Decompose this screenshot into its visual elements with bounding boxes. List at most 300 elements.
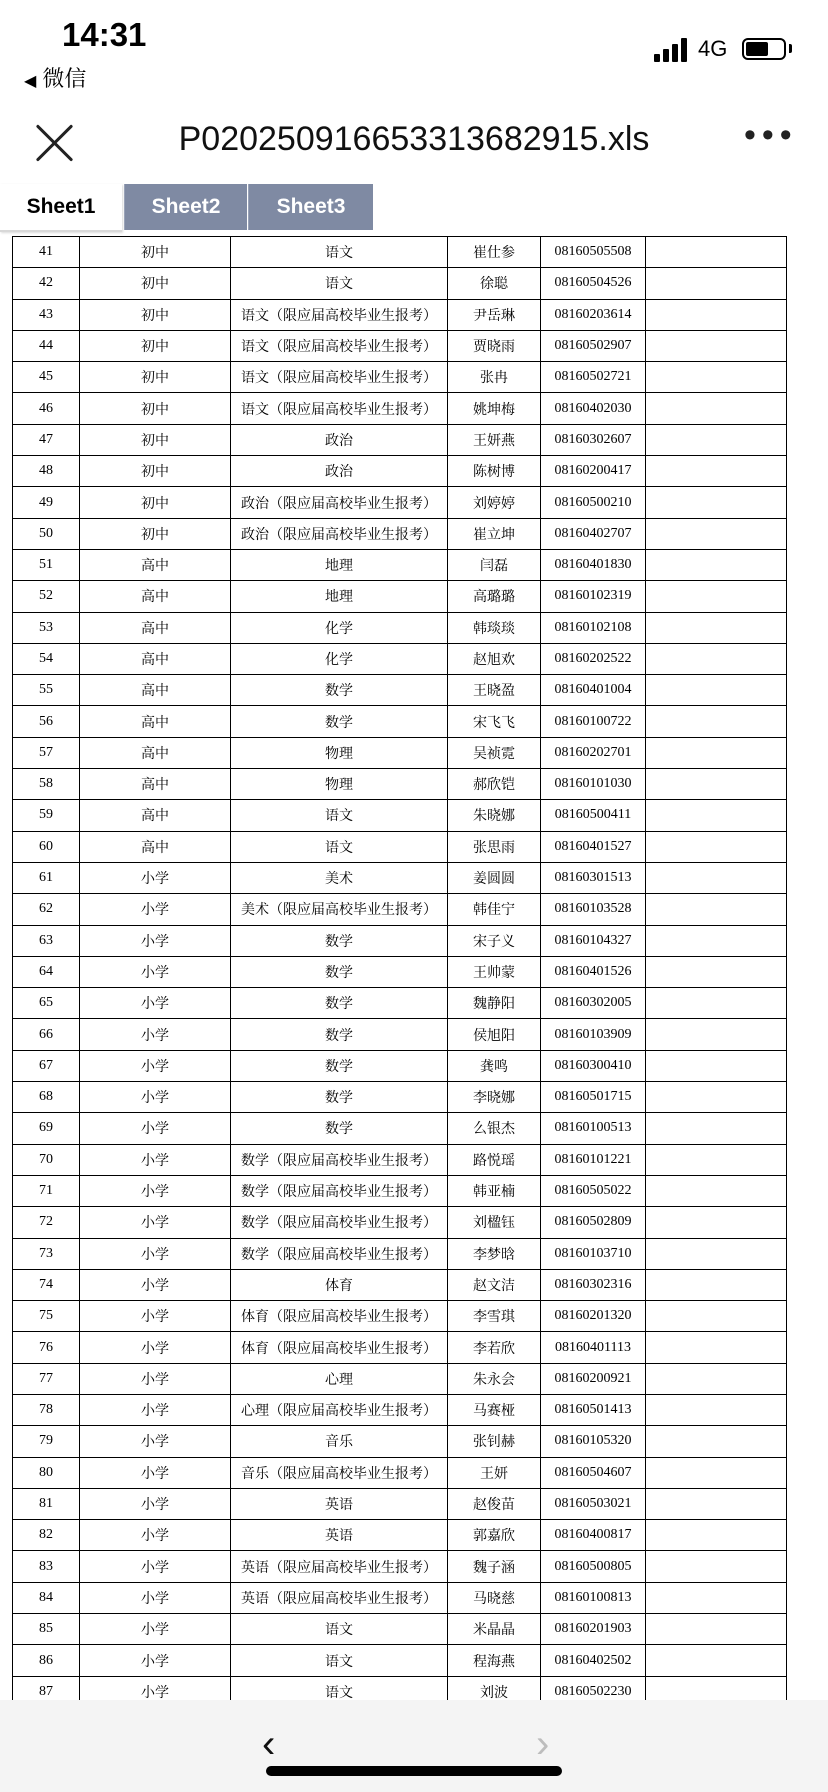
table-cell[interactable]: 08160502809 xyxy=(541,1207,646,1238)
table-cell[interactable]: 数学（限应届高校毕业生报考） xyxy=(231,1175,448,1206)
table-cell[interactable]: 张冉 xyxy=(448,362,541,393)
table-cell[interactable]: 赵旭欢 xyxy=(448,643,541,674)
table-cell[interactable]: 51 xyxy=(13,549,80,580)
table-cell[interactable]: 小学 xyxy=(80,1332,231,1363)
table-cell[interactable]: 08160302005 xyxy=(541,988,646,1019)
table-cell[interactable]: 李梦晗 xyxy=(448,1238,541,1269)
table-cell[interactable]: 76 xyxy=(13,1332,80,1363)
table-cell[interactable]: 路悦瑶 xyxy=(448,1144,541,1175)
table-cell[interactable]: 41 xyxy=(13,237,80,268)
table-cell[interactable]: 08160103710 xyxy=(541,1238,646,1269)
table-cell[interactable]: 陈树博 xyxy=(448,456,541,487)
table-cell[interactable]: 徐聪 xyxy=(448,268,541,299)
table-cell[interactable]: 小学 xyxy=(80,1207,231,1238)
table-cell[interactable]: 08160400817 xyxy=(541,1520,646,1551)
table-cell[interactable]: 化学 xyxy=(231,612,448,643)
table-cell[interactable]: 张思雨 xyxy=(448,831,541,862)
table-cell[interactable]: 政治 xyxy=(231,456,448,487)
table-cell[interactable]: 美术（限应届高校毕业生报考） xyxy=(231,894,448,925)
table-cell[interactable]: 57 xyxy=(13,737,80,768)
table-cell[interactable]: 韩琰琰 xyxy=(448,612,541,643)
table-cell[interactable]: 08160200921 xyxy=(541,1363,646,1394)
table-cell[interactable]: 高中 xyxy=(80,831,231,862)
table-cell[interactable]: 朱晓娜 xyxy=(448,800,541,831)
table-cell[interactable]: 08160302316 xyxy=(541,1269,646,1300)
table-cell[interactable]: 08160201320 xyxy=(541,1301,646,1332)
table-cell[interactable] xyxy=(646,675,787,706)
table-cell[interactable] xyxy=(646,549,787,580)
table-cell[interactable]: 小学 xyxy=(80,1457,231,1488)
table-cell[interactable] xyxy=(646,1019,787,1050)
table-cell[interactable]: 程海燕 xyxy=(448,1645,541,1676)
table-cell[interactable]: 46 xyxy=(13,393,80,424)
table-cell[interactable] xyxy=(646,1113,787,1144)
table-cell[interactable]: 刘楹钰 xyxy=(448,1207,541,1238)
table-cell[interactable]: 数学（限应届高校毕业生报考） xyxy=(231,1144,448,1175)
table-cell[interactable]: 初中 xyxy=(80,393,231,424)
table-cell[interactable]: 48 xyxy=(13,456,80,487)
table-cell[interactable]: 08160401004 xyxy=(541,675,646,706)
table-cell[interactable]: 初中 xyxy=(80,237,231,268)
table-cell[interactable]: 语文 xyxy=(231,1645,448,1676)
table-cell[interactable]: 08160101221 xyxy=(541,1144,646,1175)
table-cell[interactable]: 魏子涵 xyxy=(448,1551,541,1582)
table-cell[interactable]: 语文 xyxy=(231,831,448,862)
table-cell[interactable]: 初中 xyxy=(80,424,231,455)
table-cell[interactable]: 王晓盈 xyxy=(448,675,541,706)
table-cell[interactable]: 08160503021 xyxy=(541,1488,646,1519)
table-cell[interactable]: 语文（限应届高校毕业生报考） xyxy=(231,299,448,330)
table-cell[interactable]: 初中 xyxy=(80,330,231,361)
table-cell[interactable] xyxy=(646,1457,787,1488)
table-row xyxy=(13,988,787,1019)
table-cell[interactable] xyxy=(646,925,787,956)
table-cell[interactable]: 物理 xyxy=(231,769,448,800)
table-row xyxy=(13,1520,787,1551)
table-cell[interactable]: 67 xyxy=(13,1050,80,1081)
table-row xyxy=(13,1113,787,1144)
table-cell[interactable]: 英语（限应届高校毕业生报考） xyxy=(231,1551,448,1582)
table-cell[interactable]: 崔立坤 xyxy=(448,518,541,549)
table-cell[interactable] xyxy=(646,581,787,612)
table-cell[interactable]: 姜圆圆 xyxy=(448,862,541,893)
table-cell[interactable]: 侯旭阳 xyxy=(448,1019,541,1050)
table-cell[interactable] xyxy=(646,1269,787,1300)
table-cell[interactable]: 08160202701 xyxy=(541,737,646,768)
table-cell[interactable]: 43 xyxy=(13,299,80,330)
table-cell[interactable]: 小学 xyxy=(80,1144,231,1175)
table-cell[interactable]: 08160102108 xyxy=(541,612,646,643)
table-cell[interactable]: 08160201903 xyxy=(541,1614,646,1645)
table-cell[interactable]: 小学 xyxy=(80,1520,231,1551)
table-cell[interactable]: 08160502721 xyxy=(541,362,646,393)
table-cell[interactable]: 08160302607 xyxy=(541,424,646,455)
table-cell[interactable]: 小学 xyxy=(80,1582,231,1613)
table-cell[interactable] xyxy=(646,1082,787,1113)
table-cell[interactable]: 初中 xyxy=(80,518,231,549)
network-type: 4G xyxy=(698,36,728,61)
table-cell[interactable]: 44 xyxy=(13,330,80,361)
table-cell[interactable]: 55 xyxy=(13,675,80,706)
table-cell[interactable] xyxy=(646,1394,787,1425)
table-cell[interactable]: 08160402502 xyxy=(541,1645,646,1676)
table-cell[interactable]: 么银杰 xyxy=(448,1113,541,1144)
table-cell[interactable]: 79 xyxy=(13,1426,80,1457)
table-cell[interactable]: 08160500210 xyxy=(541,487,646,518)
table-cell[interactable]: 小学 xyxy=(80,1238,231,1269)
table-cell[interactable]: 初中 xyxy=(80,268,231,299)
table-cell[interactable]: 08160103909 xyxy=(541,1019,646,1050)
table-cell[interactable]: 高中 xyxy=(80,549,231,580)
table-cell[interactable]: 08160401527 xyxy=(541,831,646,862)
table-cell[interactable]: 语文 xyxy=(231,1676,448,1700)
table-cell[interactable]: 音乐 xyxy=(231,1426,448,1457)
table-cell[interactable]: 龚鸣 xyxy=(448,1050,541,1081)
table-cell[interactable]: 小学 xyxy=(80,894,231,925)
table-cell[interactable] xyxy=(646,456,787,487)
table-cell[interactable]: 初中 xyxy=(80,456,231,487)
table-cell[interactable]: 59 xyxy=(13,800,80,831)
table-cell[interactable] xyxy=(646,330,787,361)
table-cell[interactable]: 语文 xyxy=(231,268,448,299)
table-cell[interactable]: 08160200417 xyxy=(541,456,646,487)
table-cell[interactable] xyxy=(646,1144,787,1175)
table-cell[interactable] xyxy=(646,1238,787,1269)
table-cell[interactable]: 小学 xyxy=(80,1363,231,1394)
table-cell[interactable]: 语文（限应届高校毕业生报考） xyxy=(231,362,448,393)
table-cell[interactable]: 08160402707 xyxy=(541,518,646,549)
table-cell[interactable]: 李雪琪 xyxy=(448,1301,541,1332)
table-cell[interactable] xyxy=(646,612,787,643)
table-cell[interactable]: 刘波 xyxy=(448,1676,541,1700)
table-cell[interactable]: 08160500411 xyxy=(541,800,646,831)
table-cell[interactable]: 王帅蒙 xyxy=(448,956,541,987)
table-cell[interactable]: 80 xyxy=(13,1457,80,1488)
table-cell[interactable] xyxy=(646,1363,787,1394)
table-cell[interactable]: 闫磊 xyxy=(448,549,541,580)
table-cell[interactable]: 08160401830 xyxy=(541,549,646,580)
table-cell[interactable]: 45 xyxy=(13,362,80,393)
table-cell[interactable]: 体育（限应届高校毕业生报考） xyxy=(231,1301,448,1332)
table-cell[interactable]: 小学 xyxy=(80,1426,231,1457)
table-cell[interactable]: 小学 xyxy=(80,862,231,893)
table-cell[interactable]: 87 xyxy=(13,1676,80,1700)
table-cell[interactable]: 宋子义 xyxy=(448,925,541,956)
table-cell[interactable]: 50 xyxy=(13,518,80,549)
table-cell[interactable] xyxy=(646,1582,787,1613)
table-cell[interactable]: 08160105320 xyxy=(541,1426,646,1457)
table-cell[interactable]: 刘婷婷 xyxy=(448,487,541,518)
table-cell[interactable]: 83 xyxy=(13,1551,80,1582)
tab-sheet2[interactable]: Sheet2 xyxy=(124,184,247,230)
table-cell[interactable]: 71 xyxy=(13,1175,80,1206)
table-cell[interactable]: 韩佳宁 xyxy=(448,894,541,925)
table-cell[interactable]: 小学 xyxy=(80,1488,231,1519)
table-cell[interactable]: 郭嘉欣 xyxy=(448,1520,541,1551)
table-cell[interactable]: 小学 xyxy=(80,1269,231,1300)
table-cell[interactable]: 66 xyxy=(13,1019,80,1050)
table-cell[interactable]: 崔仕参 xyxy=(448,237,541,268)
table-cell[interactable]: 84 xyxy=(13,1582,80,1613)
table-cell[interactable]: 72 xyxy=(13,1207,80,1238)
table-cell[interactable]: 高璐璐 xyxy=(448,581,541,612)
table-cell[interactable]: 08160100722 xyxy=(541,706,646,737)
table-cell[interactable] xyxy=(646,1551,787,1582)
table-cell[interactable]: 小学 xyxy=(80,1676,231,1700)
table-cell[interactable]: 初中 xyxy=(80,362,231,393)
table-cell[interactable]: 08160402030 xyxy=(541,393,646,424)
table-cell[interactable] xyxy=(646,706,787,737)
table-cell[interactable]: 08160300410 xyxy=(541,1050,646,1081)
table-cell[interactable]: 08160301513 xyxy=(541,862,646,893)
table-cell[interactable]: 08160501715 xyxy=(541,1082,646,1113)
table-cell[interactable] xyxy=(646,1207,787,1238)
table-cell[interactable]: 语文 xyxy=(231,237,448,268)
table-cell[interactable]: 81 xyxy=(13,1488,80,1519)
table-cell[interactable] xyxy=(646,956,787,987)
table-cell[interactable]: 英语（限应届高校毕业生报考） xyxy=(231,1582,448,1613)
battery-icon xyxy=(742,38,786,60)
table-cell[interactable] xyxy=(646,268,787,299)
table-cell[interactable]: 68 xyxy=(13,1082,80,1113)
table-cell[interactable] xyxy=(646,393,787,424)
table-cell[interactable] xyxy=(646,1614,787,1645)
table-cell[interactable]: 地理 xyxy=(231,581,448,612)
table-cell[interactable]: 08160202522 xyxy=(541,643,646,674)
table-cell[interactable]: 56 xyxy=(13,706,80,737)
table-cell[interactable]: 高中 xyxy=(80,643,231,674)
table-cell[interactable]: 08160505508 xyxy=(541,237,646,268)
table-cell[interactable]: 韩亚楠 xyxy=(448,1175,541,1206)
table-cell[interactable]: 尹岳琳 xyxy=(448,299,541,330)
table-cell[interactable]: 英语 xyxy=(231,1520,448,1551)
table-cell[interactable]: 小学 xyxy=(80,1175,231,1206)
table-cell[interactable]: 86 xyxy=(13,1645,80,1676)
table-cell[interactable]: 61 xyxy=(13,862,80,893)
table-cell[interactable]: 体育（限应届高校毕业生报考） xyxy=(231,1332,448,1363)
table-cell[interactable]: 数学（限应届高校毕业生报考） xyxy=(231,1207,448,1238)
table-cell[interactable]: 小学 xyxy=(80,1301,231,1332)
table-cell[interactable]: 小学 xyxy=(80,1082,231,1113)
home-indicator[interactable] xyxy=(266,1766,562,1776)
table-cell[interactable]: 69 xyxy=(13,1113,80,1144)
more-options-icon[interactable]: ••• xyxy=(744,116,798,154)
table-row xyxy=(13,299,787,330)
table-cell[interactable]: 高中 xyxy=(80,769,231,800)
close-icon[interactable] xyxy=(32,120,78,166)
table-cell[interactable]: 米晶晶 xyxy=(448,1614,541,1645)
table-cell[interactable] xyxy=(646,1520,787,1551)
table-cell[interactable]: 物理 xyxy=(231,737,448,768)
table-cell[interactable]: 化学 xyxy=(231,643,448,674)
table-cell[interactable]: 朱永会 xyxy=(448,1363,541,1394)
table-cell[interactable]: 宋飞飞 xyxy=(448,706,541,737)
table-cell[interactable]: 数学 xyxy=(231,925,448,956)
table-cell[interactable] xyxy=(646,1050,787,1081)
table-cell[interactable]: 吴祯霓 xyxy=(448,737,541,768)
table-cell[interactable] xyxy=(646,1426,787,1457)
table-cell[interactable] xyxy=(646,518,787,549)
table-cell[interactable] xyxy=(646,1175,787,1206)
table-cell[interactable]: 数学 xyxy=(231,956,448,987)
back-chevron-icon[interactable]: ‹ xyxy=(262,1722,276,1766)
table-cell[interactable]: 魏静阳 xyxy=(448,988,541,1019)
table-cell[interactable]: 小学 xyxy=(80,1050,231,1081)
table-cell[interactable]: 高中 xyxy=(80,737,231,768)
table-cell[interactable]: 08160502230 xyxy=(541,1676,646,1700)
tab-sheet1[interactable]: Sheet1 xyxy=(0,184,122,232)
table-cell[interactable]: 52 xyxy=(13,581,80,612)
table-cell[interactable]: 贾晓雨 xyxy=(448,330,541,361)
table-cell[interactable]: 姚坤梅 xyxy=(448,393,541,424)
table-cell[interactable]: 08160500805 xyxy=(541,1551,646,1582)
table-cell[interactable] xyxy=(646,1301,787,1332)
table-cell[interactable]: 08160104327 xyxy=(541,925,646,956)
table-cell[interactable]: 08160504526 xyxy=(541,268,646,299)
table-cell[interactable]: 初中 xyxy=(80,299,231,330)
table-cell[interactable]: 数学 xyxy=(231,675,448,706)
table-cell[interactable]: 王妍 xyxy=(448,1457,541,1488)
table-cell[interactable] xyxy=(646,237,787,268)
table-cell[interactable]: 数学 xyxy=(231,1113,448,1144)
table-cell[interactable]: 美术 xyxy=(231,862,448,893)
table-cell[interactable]: 语文（限应届高校毕业生报考） xyxy=(231,330,448,361)
table-cell[interactable]: 08160504607 xyxy=(541,1457,646,1488)
table-cell[interactable] xyxy=(646,988,787,1019)
table-cell[interactable]: 语文（限应届高校毕业生报考） xyxy=(231,393,448,424)
table-cell[interactable]: 58 xyxy=(13,769,80,800)
table-cell[interactable]: 小学 xyxy=(80,1645,231,1676)
tab-sheet3[interactable]: Sheet3 xyxy=(248,184,373,230)
table-cell[interactable]: 08160203614 xyxy=(541,299,646,330)
table-cell[interactable] xyxy=(646,1332,787,1363)
table-cell[interactable]: 62 xyxy=(13,894,80,925)
table-cell[interactable]: 数学 xyxy=(231,1019,448,1050)
table-cell[interactable] xyxy=(646,737,787,768)
table-cell[interactable]: 63 xyxy=(13,925,80,956)
table-cell[interactable]: 高中 xyxy=(80,706,231,737)
table-cell[interactable]: 初中 xyxy=(80,487,231,518)
table-cell[interactable] xyxy=(646,894,787,925)
table-cell[interactable]: 小学 xyxy=(80,1019,231,1050)
table-cell[interactable]: 政治（限应届高校毕业生报考） xyxy=(231,487,448,518)
table-cell[interactable]: 08160505022 xyxy=(541,1175,646,1206)
table-cell[interactable]: 08160502907 xyxy=(541,330,646,361)
back-to-app-link[interactable] xyxy=(24,62,86,93)
table-cell[interactable]: 高中 xyxy=(80,612,231,643)
table-cell[interactable]: 郝欣铠 xyxy=(448,769,541,800)
table-cell[interactable]: 李晓娜 xyxy=(448,1082,541,1113)
table-cell[interactable]: 小学 xyxy=(80,1394,231,1425)
table-cell[interactable]: 08160101030 xyxy=(541,769,646,800)
table-cell[interactable]: 75 xyxy=(13,1301,80,1332)
table-cell[interactable] xyxy=(646,362,787,393)
table-cell[interactable]: 赵俊苗 xyxy=(448,1488,541,1519)
table-cell[interactable] xyxy=(646,1488,787,1519)
table-cell[interactable]: 高中 xyxy=(80,581,231,612)
table-cell[interactable] xyxy=(646,487,787,518)
table-cell[interactable]: 82 xyxy=(13,1520,80,1551)
table-cell[interactable]: 小学 xyxy=(80,988,231,1019)
table-cell[interactable]: 42 xyxy=(13,268,80,299)
table-cell[interactable]: 王妍燕 xyxy=(448,424,541,455)
table-cell[interactable]: 08160401113 xyxy=(541,1332,646,1363)
spreadsheet-view[interactable] xyxy=(0,236,828,1700)
table-cell[interactable]: 08160401526 xyxy=(541,956,646,987)
forward-chevron-icon[interactable]: › xyxy=(536,1722,550,1766)
table-cell[interactable]: 08160102319 xyxy=(541,581,646,612)
table-cell[interactable]: 65 xyxy=(13,988,80,1019)
table-row xyxy=(13,456,787,487)
table-cell[interactable]: 小学 xyxy=(80,1551,231,1582)
table-cell[interactable]: 音乐（限应届高校毕业生报考） xyxy=(231,1457,448,1488)
table-cell[interactable]: 小学 xyxy=(80,925,231,956)
table-cell[interactable]: 地理 xyxy=(231,549,448,580)
table-cell[interactable]: 赵文洁 xyxy=(448,1269,541,1300)
table-cell[interactable]: 小学 xyxy=(80,956,231,987)
table-cell[interactable] xyxy=(646,862,787,893)
table-cell[interactable]: 小学 xyxy=(80,1614,231,1645)
table-cell[interactable]: 英语 xyxy=(231,1488,448,1519)
table-cell[interactable]: 马赛桠 xyxy=(448,1394,541,1425)
table-cell[interactable]: 08160103528 xyxy=(541,894,646,925)
table-cell[interactable]: 语文 xyxy=(231,800,448,831)
table-cell[interactable]: 70 xyxy=(13,1144,80,1175)
table-cell[interactable]: 78 xyxy=(13,1394,80,1425)
table-cell[interactable] xyxy=(646,643,787,674)
table-cell[interactable]: 64 xyxy=(13,956,80,987)
table-cell[interactable]: 心理（限应届高校毕业生报考） xyxy=(231,1394,448,1425)
table-cell[interactable]: 53 xyxy=(13,612,80,643)
table-cell[interactable] xyxy=(646,769,787,800)
table-cell[interactable]: 数学 xyxy=(231,706,448,737)
table-cell[interactable]: 73 xyxy=(13,1238,80,1269)
table-cell[interactable]: 60 xyxy=(13,831,80,862)
table-cell[interactable]: 数学 xyxy=(231,1050,448,1081)
table-cell[interactable]: 77 xyxy=(13,1363,80,1394)
table-row xyxy=(13,1582,787,1613)
table-cell[interactable]: 08160100513 xyxy=(541,1113,646,1144)
table-cell[interactable]: 47 xyxy=(13,424,80,455)
table-cell[interactable]: 心理 xyxy=(231,1363,448,1394)
table-cell[interactable]: 49 xyxy=(13,487,80,518)
table-cell[interactable]: 政治（限应届高校毕业生报考） xyxy=(231,518,448,549)
table-cell[interactable]: 张钊赫 xyxy=(448,1426,541,1457)
table-cell[interactable]: 高中 xyxy=(80,800,231,831)
table-cell[interactable]: 54 xyxy=(13,643,80,674)
table-cell[interactable]: 语文 xyxy=(231,1614,448,1645)
table-cell[interactable] xyxy=(646,299,787,330)
table-cell[interactable]: 数学 xyxy=(231,1082,448,1113)
table-cell[interactable]: 08160100813 xyxy=(541,1582,646,1613)
table-cell[interactable] xyxy=(646,800,787,831)
table-cell[interactable]: 74 xyxy=(13,1269,80,1300)
table-cell[interactable]: 08160501413 xyxy=(541,1394,646,1425)
table-cell[interactable] xyxy=(646,424,787,455)
table-cell[interactable]: 数学 xyxy=(231,988,448,1019)
table-cell[interactable]: 小学 xyxy=(80,1113,231,1144)
table-cell[interactable]: 数学（限应届高校毕业生报考） xyxy=(231,1238,448,1269)
table-cell[interactable]: 政治 xyxy=(231,424,448,455)
table-cell[interactable] xyxy=(646,1645,787,1676)
table-cell[interactable] xyxy=(646,831,787,862)
table-cell[interactable]: 体育 xyxy=(231,1269,448,1300)
table-cell[interactable]: 高中 xyxy=(80,675,231,706)
table-cell[interactable]: 李若欣 xyxy=(448,1332,541,1363)
table-cell[interactable]: 马晓慈 xyxy=(448,1582,541,1613)
table-cell[interactable] xyxy=(646,1676,787,1700)
table-cell[interactable]: 85 xyxy=(13,1614,80,1645)
